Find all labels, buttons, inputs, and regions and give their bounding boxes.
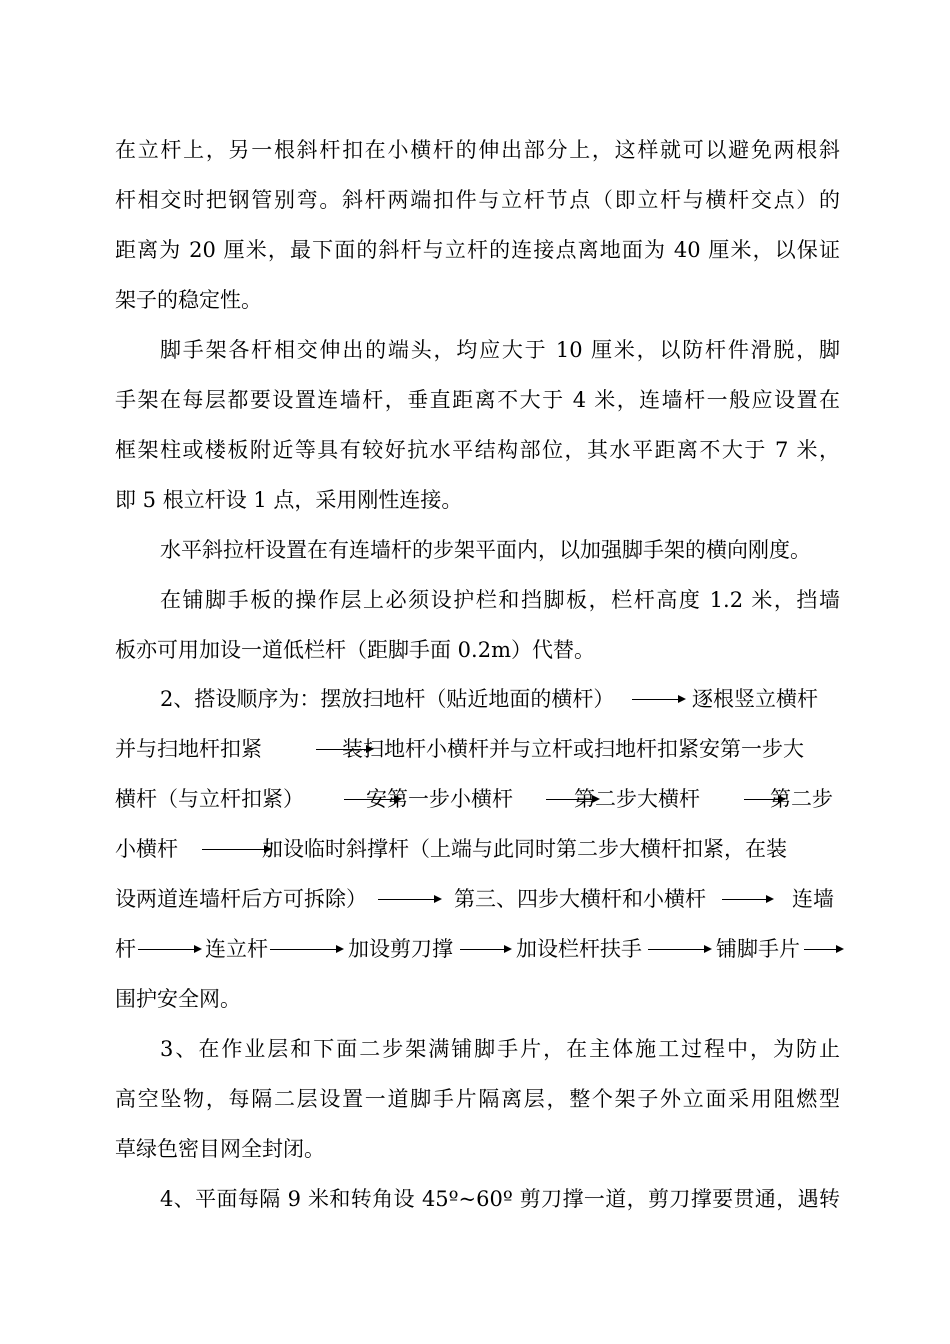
arrow-icon [378, 899, 440, 900]
sequence-step: 横杆（与立杆扣紧） [115, 787, 304, 811]
paragraph-line: 杆相交时把钢管别弯。斜杆两端扣件与立杆节点（即立杆与横杆交点）的 [115, 188, 840, 212]
arrow-icon [722, 899, 772, 900]
paragraph-line: 板亦可用加设一道低栏杆（距脚手面 0.2m）代替。 [115, 638, 595, 662]
arrow-icon [138, 949, 200, 950]
arrow-icon [202, 849, 270, 850]
paragraph-line: 框架柱或楼板附近等具有较好抗水平结构部位，其水平距离不大于 7 米， [115, 438, 840, 462]
sequence-line [0, 733, 950, 765]
arrow-icon [804, 949, 842, 950]
sequence-line [0, 833, 950, 865]
sequence-step: 第二步大横杆 [574, 787, 700, 811]
arrow-icon [648, 949, 710, 950]
sequence-line [0, 933, 950, 965]
sequence-step: 逐根竖立横杆 [692, 687, 818, 711]
sequence-step: 加设栏杆扶手 [516, 937, 642, 961]
paragraph-line: 4、平面每隔 9 米和转角设 45º~60º 剪刀撑一道，剪刀撑要贯通，遇转 [160, 1187, 840, 1211]
arrow-icon [460, 949, 510, 950]
sequence-step: 连墙 [792, 887, 834, 911]
paragraph-line: 架子的稳定性。 [115, 288, 262, 312]
sequence-step: 第二步 [770, 787, 833, 811]
sequence-step: 第三、四步大横杆和小横杆 [454, 887, 706, 911]
sequence-step: 铺脚手片 [716, 937, 800, 961]
sequence-step: 加设剪刀撑 [348, 937, 453, 961]
sequence-step: 连立杆 [205, 937, 268, 961]
paragraph-line: 水平斜拉杆设置在有连墙杆的步架平面内，以加强脚手架的横向刚度。 [160, 538, 811, 562]
sequence-step: 加设临时斜撑杆（上端与此同时第二步大横杆扣紧，在装 [262, 837, 787, 861]
sequence-step: 2、搭设顺序为：摆放扫地杆（贴近地面的横杆） [160, 687, 615, 711]
sequence-step: 杆 [115, 937, 136, 961]
paragraph-line: 在立杆上，另一根斜杆扣在小横杆的伸出部分上，这样就可以避免两根斜 [115, 138, 840, 162]
paragraph-line: 脚手架各杆相交伸出的端头，均应大于 10 厘米，以防杆件滑脱，脚 [160, 338, 840, 362]
paragraph-line: 围护安全网。 [115, 987, 241, 1011]
paragraph-line: 在铺脚手板的操作层上必须设护栏和挡脚板，栏杆高度 1.2 米，挡墙 [160, 588, 840, 612]
paragraph-line: 3、在作业层和下面二步架满铺脚手片，在主体施工过程中，为防止 [160, 1037, 840, 1061]
paragraph-line: 草绿色密目网全封闭。 [115, 1137, 325, 1161]
arrow-icon [270, 949, 342, 950]
sequence-line [0, 883, 950, 915]
paragraph-line: 距离为 20 厘米，最下面的斜杆与立杆的连接点离地面为 40 厘米，以保证 [115, 238, 840, 262]
sequence-step: 并与扫地杆扣紧 [115, 737, 262, 761]
sequence-step: 设两道连墙杆后方可拆除） [115, 887, 367, 911]
paragraph-line: 即 5 根立杆设 1 点，采用刚性连接。 [115, 488, 463, 512]
sequence-line [0, 683, 950, 715]
sequence-step: 安第一步小横杆 [366, 787, 513, 811]
sequence-step: 小横杆 [115, 837, 178, 861]
sequence-line [0, 783, 950, 815]
paragraph-line: 手架在每层都要设置连墙杆，垂直距离不大于 4 米，连墙杆一般应设置在 [115, 388, 840, 412]
sequence-step: 装扫地杆小横杆并与立杆或扫地杆扣紧安第一步大 [342, 737, 804, 761]
paragraph-line: 高空坠物，每隔二层设置一道脚手片隔离层，整个架子外立面采用阻燃型 [115, 1087, 840, 1111]
arrow-icon [632, 699, 684, 700]
